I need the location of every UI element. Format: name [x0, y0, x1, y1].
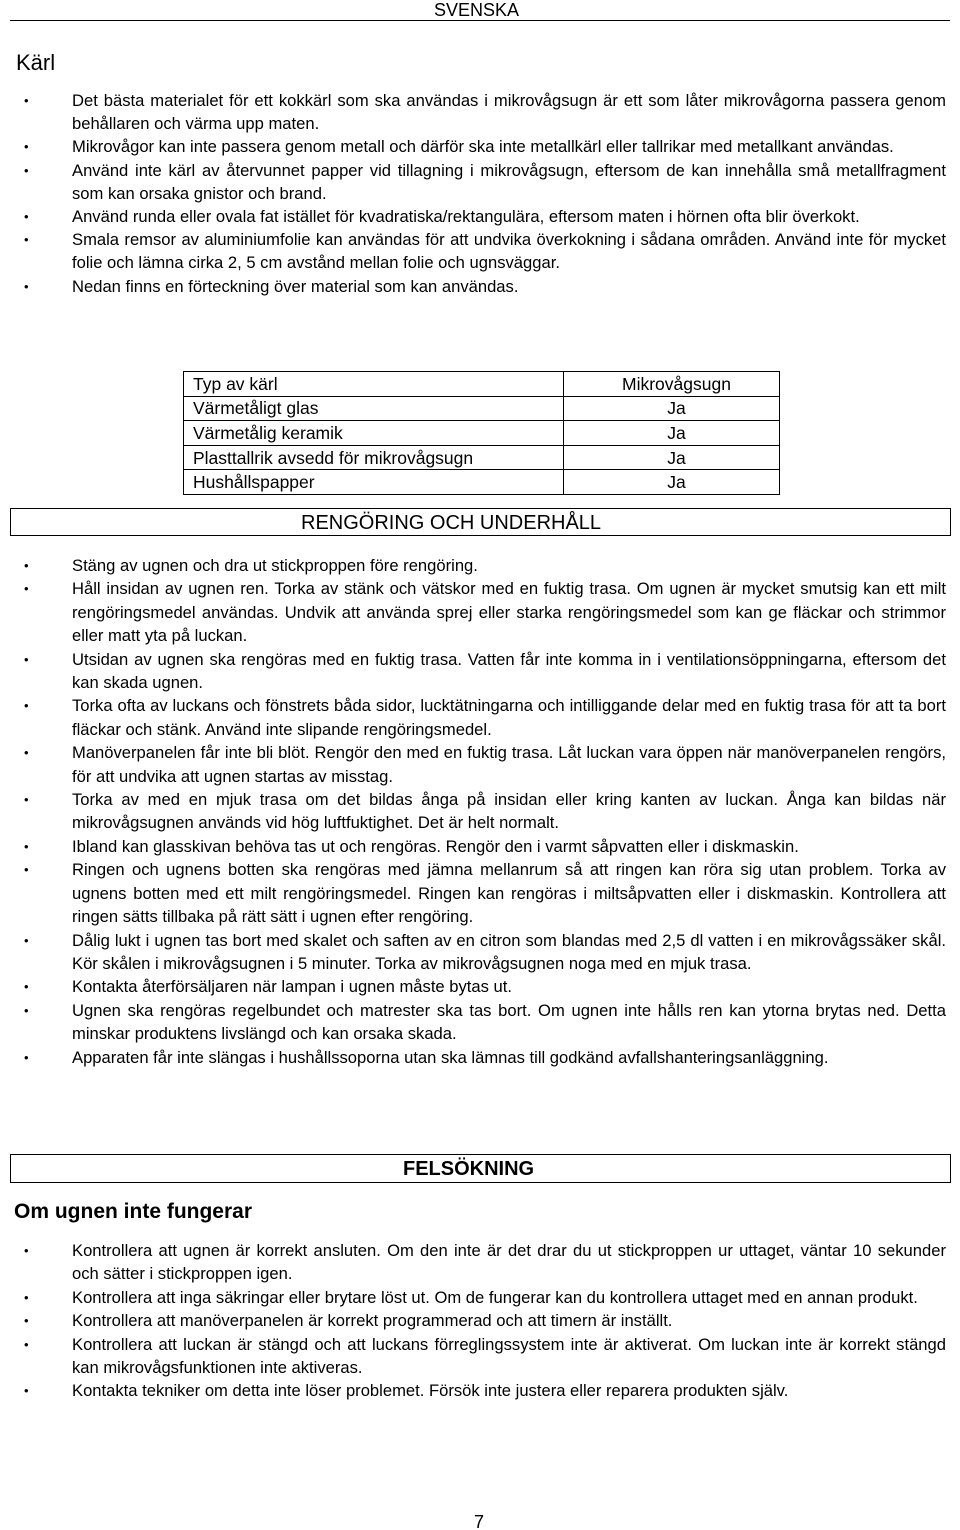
- section-title-troubleshooting: FELSÖKNING: [403, 1158, 535, 1180]
- list-item: • Dålig lukt i ugnen tas bort med skalet och saften av en citron som blandas med 2,5 dl vatten i en mikrovågssäker skål. Kör skålen i mikrovågsugnen i 5 minuter. Torka av mikrovågsugnen noga med en mjuk trasa.: [0, 929, 960, 976]
- list-item: • Utsidan av ugnen ska rengöras med en fuktig trasa. Vatten får inte komma in i ventilationsöppningarna, eftersom det kan skada ugnen.: [0, 648, 960, 695]
- section-title-cleaning: RENGÖRING OCH UNDERHÅLL: [301, 512, 602, 534]
- troubleshooting-bullet-list: [0, 1239, 960, 1403]
- list-item: • Använd runda eller ovala fat istället för kvadratiska/rektangulära, eftersom maten i hörnen ofta blir överkokt.: [0, 205, 960, 228]
- table-cell: Värmetålig keramik: [184, 421, 564, 446]
- list-item: • Kontrollera att manöverpanelen är korrekt programmerad och att timern är inställt.: [0, 1309, 960, 1332]
- list-item: • Det bästa materialet för ett kokkärl som ska användas i mikrovågsugn är ett som låter mikrovågorna passera genom behållaren och värma upp maten.: [0, 89, 960, 135]
- list-item: • Torka av med en mjuk trasa om det bildas ånga på insidan eller kring kanten av luckan. Ånga kan bildas när mikrovågsugnen används vid hög luftfuktighet. Det är helt normalt.: [0, 788, 960, 835]
- section-banner-troubleshooting: [10, 1154, 951, 1183]
- table-row: [184, 421, 780, 446]
- table-row: [184, 396, 780, 421]
- table-cell: Ja: [564, 421, 780, 446]
- table-cell: Värmetåligt glas: [184, 396, 564, 421]
- table-cell: Hushållspapper: [184, 470, 564, 495]
- list-item: • Nedan finns en förteckning över material som kan användas.: [0, 275, 960, 298]
- section-banner-cleaning: [10, 508, 951, 536]
- karl-bullet-list: [0, 89, 960, 298]
- list-item: • Kontrollera att inga säkringar eller brytare löst ut. Om de fungerar kan du kontrollera uttaget med en annan produkt.: [0, 1286, 960, 1309]
- language-label: SVENSKA: [434, 0, 520, 20]
- list-item: • Ibland kan glasskivan behöva tas ut och rengöras. Rengör den i varmt såpvatten eller i diskmaskin.: [0, 835, 960, 858]
- list-item: • Kontrollera att ugnen är korrekt ansluten. Om den inte är det drar du ut stickproppen ur uttaget, väntar 10 sekunder och sätter i stickproppen igen.: [0, 1239, 960, 1286]
- list-item: • Kontrollera att luckan är stängd och att luckans förreglingssystem inte är aktiverat. Om luckan inte är korrekt stängd kan mikrovågsfunktionen inte aktiveras.: [0, 1333, 960, 1380]
- list-item: • Stäng av ugnen och dra ut stickproppen före rengöring.: [0, 554, 960, 577]
- table-cell: Ja: [564, 470, 780, 495]
- list-item: • Manöverpanelen får inte bli blöt. Rengör den med en fuktig trasa. Låt luckan vara öppen när manöverpanelen rengörs, för att undvika att ugnen startas av misstag.: [0, 741, 960, 788]
- list-item: • Kontakta tekniker om detta inte löser problemet. Försök inte justera eller reparera produkten själv.: [0, 1379, 960, 1402]
- column-header-microwave: Mikrovågsugn: [564, 372, 780, 397]
- header-divider: [10, 20, 950, 21]
- list-item: • Mikrovågor kan inte passera genom metall och därför ska inte metallkärl eller tallrikar med metallkant användas.: [0, 135, 960, 158]
- list-item: • Håll insidan av ugnen ren. Torka av stänk och vätskor med en fuktig trasa. Om ugnen är mycket smutsig kan ett milt rengöringsmedel användas. Undvik att använda sprej eller starka rengöringsmedel som kan ge fläckar och strimmor eller matt yta på luckan.: [0, 577, 960, 647]
- list-item: • Använd inte kärl av återvunnet papper vid tillagning i mikrovågsugn, eftersom de kan innehålla små metallfragment som kan orsaka gnistor och brand.: [0, 159, 960, 205]
- table-cell: Plasttallrik avsedd för mikrovågsugn: [184, 445, 564, 470]
- subsection-title: Om ugnen inte fungerar: [14, 1200, 253, 1223]
- page-number: 7: [474, 1512, 485, 1530]
- list-item: • Ugnen ska rengöras regelbundet och matrester ska tas bort. Om ugnen inte hålls ren kan ytorna brytas ned. Detta minskar produktens livslängd och kan orsaka skada.: [0, 999, 960, 1046]
- table-cell: Ja: [564, 445, 780, 470]
- cleaning-bullet-list: [0, 554, 960, 1069]
- list-item: • Kontakta återförsäljaren när lampan i ugnen måste bytas ut.: [0, 975, 960, 998]
- table-row: [184, 445, 780, 470]
- list-item: • Apparaten får inte slängas i hushållssoporna utan ska lämnas till godkänd avfallshanteringsanläggning.: [0, 1046, 960, 1069]
- table-row: [184, 470, 780, 495]
- table-header-row: [184, 372, 780, 397]
- column-header-type: Typ av kärl: [184, 372, 564, 397]
- list-item: • Torka ofta av luckans och fönstrets båda sidor, lucktätningarna och intilliggande delar med en fuktig trasa för att ta bort fläckar och stänk. Använd inte slipande rengöringsmedel.: [0, 694, 960, 741]
- material-table: [183, 371, 780, 495]
- list-item: • Smala remsor av aluminiumfolie kan användas för att undvika överkokning i sådana områden. Använd inte för mycket folie och lämna cirka 2, 5 cm avstånd mellan folie och ugnsväggar.: [0, 228, 960, 274]
- list-item: • Ringen och ugnens botten ska rengöras med jämna mellanrum så att ringen kan röra sig utan problem. Torka av ugnens botten med ett milt rengöringsmedel. Ringen kan rengöras i miltsåpvatten eller i diskmaskin. Kontrollera att ringen sätts tillbaka på rätt sätt i ugnen efter rengöring.: [0, 858, 960, 928]
- table-cell: Ja: [564, 396, 780, 421]
- section-title-karl: Kärl: [16, 50, 56, 75]
